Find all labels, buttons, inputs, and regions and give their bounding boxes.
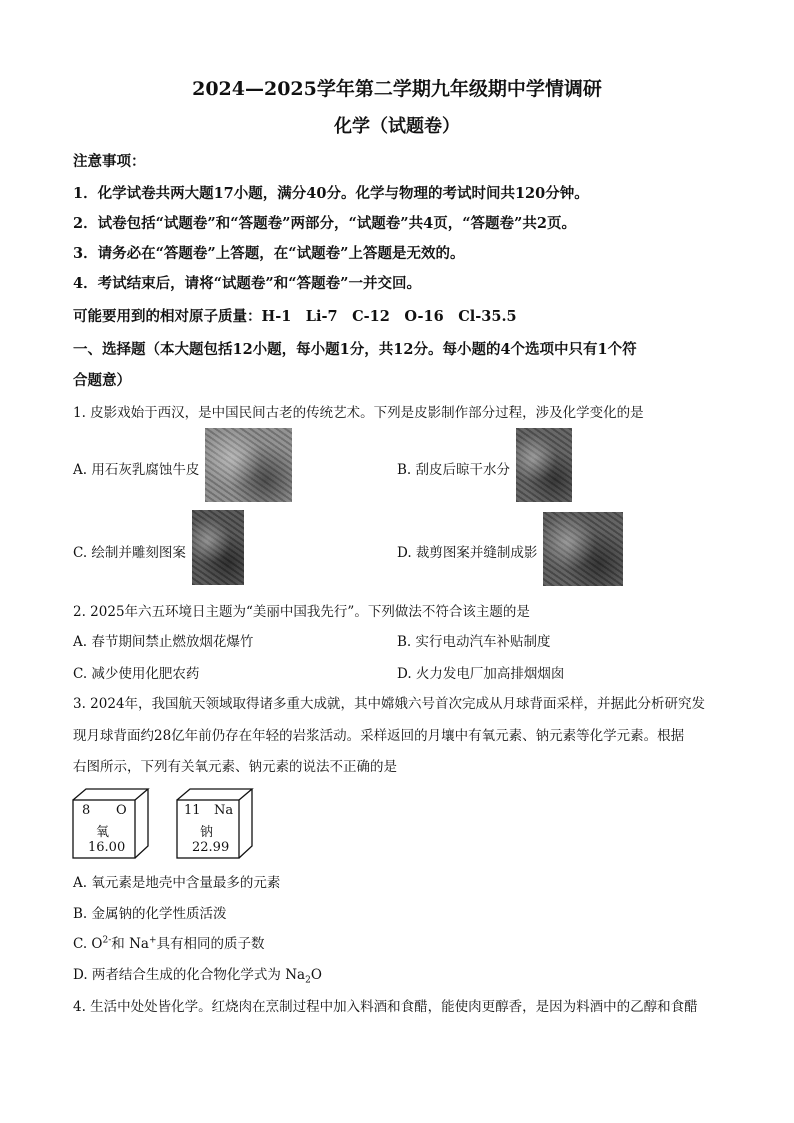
element-card-sodium — [176, 788, 260, 860]
q3-option-c-sup1: 2- — [102, 935, 112, 946]
q3-option-c-sup2: + — [148, 935, 157, 946]
q3-option-c-prefix: C. O — [73, 936, 103, 952]
notes-heading: 注意事项： — [73, 153, 146, 170]
q3-option-d — [73, 963, 322, 986]
section-heading: 一、选择题（本大题包括12小题，每小题1分，共12分。每小题的4个选项中只有1个符 — [73, 341, 637, 358]
element-mass: 16.00 — [88, 840, 126, 855]
q2-option-d: D. 火力发电厂加高排烟烟囱 — [397, 666, 565, 682]
q3-option-d-prefix: D. 两者结合生成的化合物化学式为 Na — [73, 967, 306, 983]
q3-option-a: A. 氧元素是地壳中含量最多的元素 — [73, 875, 281, 891]
q3-option-c-suffix: 具有相同的质子数 — [156, 936, 265, 952]
q1-option-a-image — [205, 428, 292, 502]
q1-option-d-image — [543, 512, 623, 586]
q3-option-c — [73, 932, 264, 952]
question-3-stem-line2: 现月球背面约28亿年前仍存在年轻的岩浆活动。采样返回的月壤中有氧元素、钠元素等化学元素。根据 — [73, 728, 685, 744]
note-item-1: 1．化学试卷共两大题17小题，满分40分。化学与物理的考试时间共120分钟。 — [73, 185, 589, 202]
note-item-3: 3．请务必在“答题卷”上答题，在“试题卷”上答题是无效的。 — [73, 245, 465, 262]
atomic-masses: 可能要用到的相对原子质量：H-1 Li-7 C-12 O-16 Cl-35.5 — [73, 308, 517, 325]
q3-option-d-sub: 2 — [305, 975, 311, 986]
q3-option-b: B. 金属钠的化学性质活泼 — [73, 906, 227, 922]
q1-option-b-image — [516, 428, 572, 502]
question-2-stem: 2. 2025年六五环境日主题为“美丽中国我先行”。下列做法不符合该主题的是 — [73, 604, 530, 620]
q1-option-d: D. 裁剪图案并缝制成影 — [397, 545, 538, 561]
section-heading-cont: 合题意） — [73, 372, 131, 389]
question-1-stem: 1. 皮影戏始于西汉，是中国民间古老的传统艺术。下列是皮影制作部分过程，涉及化学变化的是 — [73, 405, 644, 421]
element-name: 钠 — [200, 825, 214, 840]
element-name: 氧 — [96, 825, 110, 840]
page-title: 2024—2025学年第二学期九年级期中学情调研 — [192, 78, 602, 100]
question-3-stem-line3: 右图所示，下列有关氧元素、钠元素的说法不正确的是 — [73, 759, 397, 775]
q3-option-c-mid: 和 Na — [111, 936, 149, 952]
page-subtitle: 化学（试题卷） — [334, 116, 460, 137]
note-item-4: 4．考试结束后，请将“试题卷”和“答题卷”一并交回。 — [73, 275, 421, 292]
q2-option-c: C. 减少使用化肥农药 — [73, 666, 200, 682]
q1-option-a: A. 用石灰乳腐蚀牛皮 — [73, 462, 200, 478]
element-symbol: O — [116, 803, 127, 818]
element-card-oxygen — [72, 788, 156, 860]
q1-option-b: B. 刮皮后晾干水分 — [397, 462, 511, 478]
question-4-stem: 4. 生活中处处皆化学。红烧肉在烹制过程中加入料酒和食醋，能使肉更醇香，是因为料酒中的乙醇和食醋 — [73, 999, 698, 1015]
q3-option-d-suffix: O — [310, 967, 322, 983]
q2-option-a: A. 春节期间禁止燃放烟花爆竹 — [73, 634, 254, 650]
note-item-2: 2．试卷包括“试题卷”和“答题卷”两部分，“试题卷”共4页，“答题卷”共2页。 — [73, 215, 576, 232]
question-3-stem-line1: 3. 2024年，我国航天领域取得诸多重大成就，其中嫦娥六号首次完成从月球背面采样，并据此分析研究发 — [73, 696, 706, 712]
element-number: 11 — [184, 803, 201, 818]
q1-option-c: C. 绘制并雕刻图案 — [73, 545, 186, 561]
element-number: 8 — [82, 803, 91, 818]
element-symbol: Na — [214, 803, 234, 818]
q1-option-c-image — [192, 510, 244, 585]
q2-option-b: B. 实行电动汽车补贴制度 — [397, 634, 551, 650]
element-mass: 22.99 — [192, 840, 230, 855]
